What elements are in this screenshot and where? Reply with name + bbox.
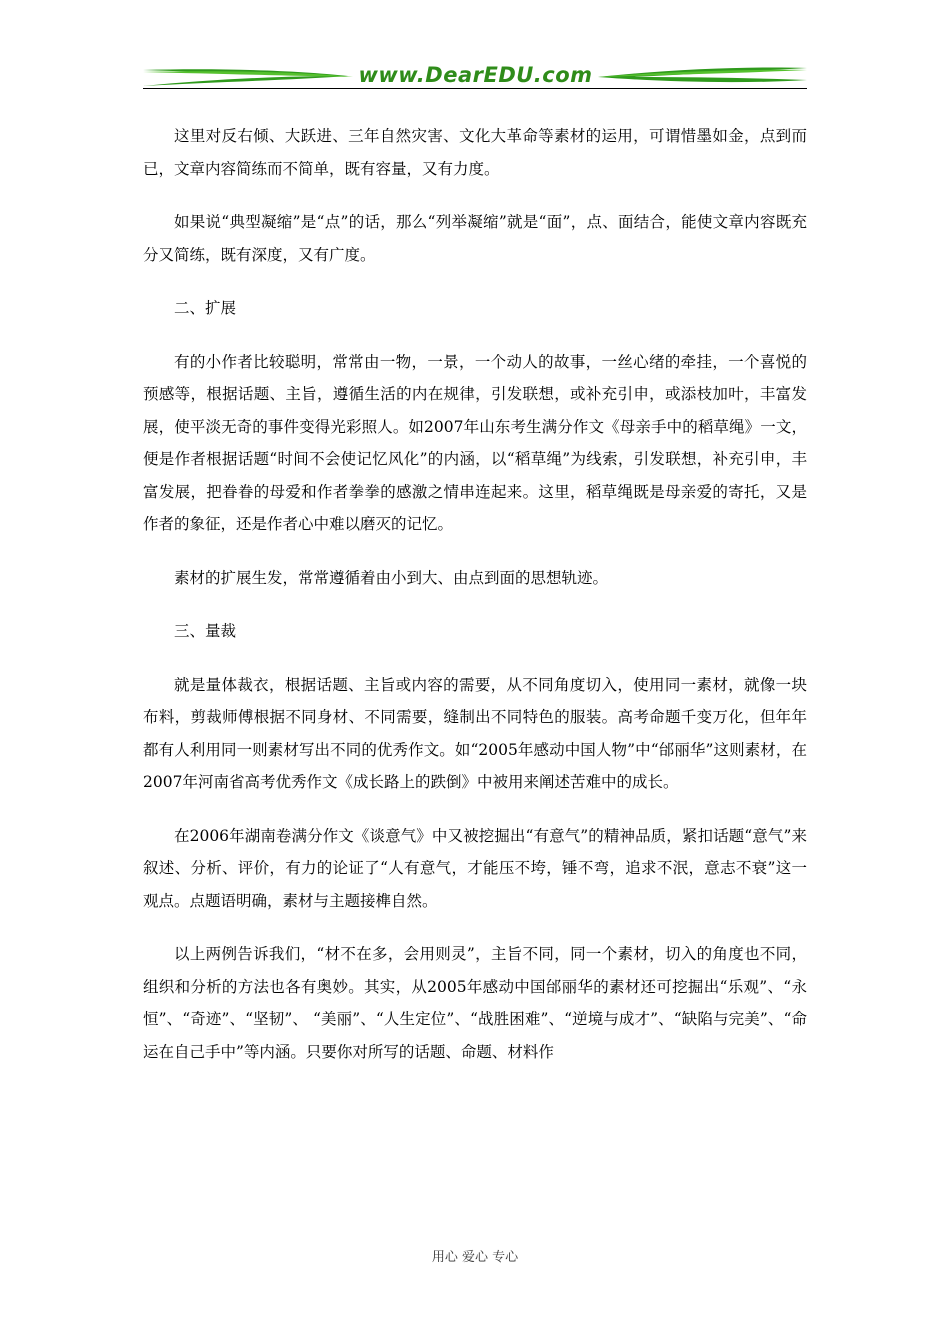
site-name: www.DearEDU.com (358, 63, 593, 87)
header-divider (143, 88, 807, 89)
section-heading-tailoring: 三、量裁 (174, 622, 237, 640)
article-body (143, 120, 807, 1089)
paragraph-5: 就是量体裁衣，根据话题、主旨或内容的需要，从不同角度切入，使用同一素材，就像一块布料，剪裁师傅根据不同身材、不同需要，缝制出不同特色的服装。高考命题千变万化，但年年都有人利用同一则素材写出不同的优秀作文。如“2005年感动中国人物”中“邰丽华”这则素材，在2007年河南省高考优秀作文《成长路上的跌倒》中被用来阐述苦难中的成长。 (143, 675, 807, 791)
paragraph-6: 在2006年湖南卷满分作文《谈意气》中又被挖掘出“有意气”的精神品质，紧扣话题“意气”来叙述、分析、评价，有力的论证了“人有意气，才能压不垮，锤不弯，追求不泯，意志不衰”这一观点。点题语明确，素材与主题接榫自然。 (143, 826, 807, 910)
section-heading-expansion: 二、扩展 (174, 299, 237, 317)
paragraph-1: 这里对反右倾、大跃进、三年自然灾害、文化大革命等素材的运用，可谓惜墨如金，点到而已，文章内容简练而不简单，既有容量，又有力度。 (143, 127, 807, 178)
paragraph-4: 素材的扩展生发，常常遵循着由小到大、由点到面的思想轨迹。 (174, 568, 609, 587)
paragraph-7: 以上两例告诉我们，“材不在多，会用则灵”，主旨不同，同一个素材，切入的角度也不同，组织和分析的方法也各有奥妙。其实，从2005年感动中国邰丽华的素材还可挖掘出“乐观”、“永恒”、“奇迹”、“坚韧”、 “美丽”、“人生定位”、“战胜困难”、“逆境与成才”、“缺陷与完美”、“命运在自己手中”等内涵。只要你对所写的话题、命题、材料作 (143, 945, 807, 1061)
page-footer: 用心 爱心 专心 (431, 1250, 519, 1265)
paragraph-3: 有的小作者比较聪明，常常由一物，一景，一个动人的故事，一丝心绪的牵挂，一个喜悦的预感等，根据话题、主旨，遵循生活的内在规律，引发联想，或补充引申，或添枝加叶，丰富发展，使平淡无奇的事件变得光彩照人。如2007年山东考生满分作文《母亲手中的稻草绳》一文，便是作者根据话题“时间不会使记忆风化”的内涵，以“稻草绳”为线索，引发联想，补充引申，丰富发展，把眷眷的母爱和作者拳拳的感激之情串连起来。这里，稻草绳既是母亲爱的寄托，又是作者的象征，还是作者心中难以磨灭的记忆。 (143, 352, 807, 533)
paragraph-2: 如果说“典型凝缩”是“点”的话，那么“列举凝缩”就是“面”，点、面结合，能使文章内容既充分又简练，既有深度，又有广度。 (143, 213, 807, 264)
